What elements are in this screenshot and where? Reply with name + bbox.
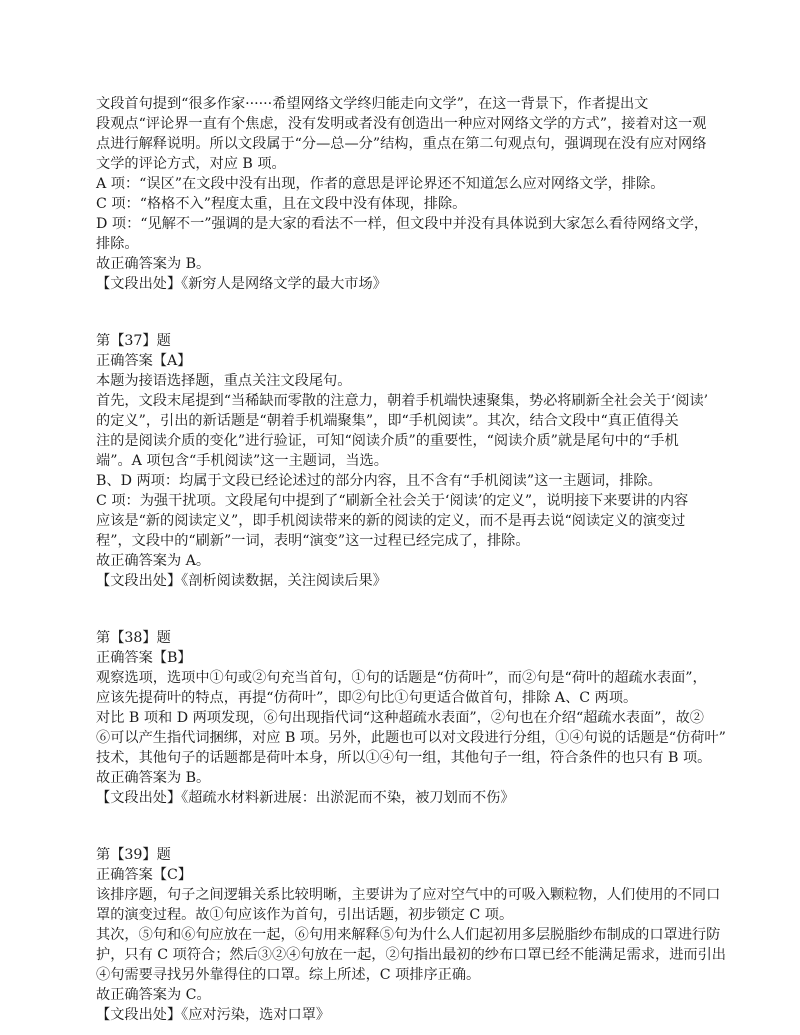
- text-line: 该排序题，句子之间逻辑关系比较明晰，主要讲为了应对空气中的可吸入颗粒物，人们使用的不同口: [96, 887, 721, 903]
- text-line: 应该是“新的阅读定义”，即手机阅读带来的新的阅读的定义，而不是再去说“阅读定义的演变过: [96, 513, 686, 529]
- text-line: 应该先提荷叶的特点，再提“仿荷叶”，即②句比①句更适合做首句，排除 A、C 两项。: [96, 690, 638, 706]
- text-line: 首先，文段末尾提到“当稀缺而零散的注意力，朝着手机端快速聚集，势必将刷新全社会关于‘阅读’: [96, 393, 709, 409]
- conclusion-line: 故正确答案为 C。: [96, 987, 211, 1003]
- text-line: 排除。: [96, 236, 139, 252]
- text-line: 文段首句提到“很多作家······希望网络文学终归能走向文学”，在这一背景下，作者提出文: [96, 96, 649, 112]
- option-c-analysis: C 项：为强干扰项。文段尾句中提到了“刷新全社会关于‘阅读’的定义”，说明接下来要讲的内容: [96, 493, 689, 509]
- correct-answer: 正确答案【C】: [96, 867, 192, 883]
- conclusion-line: 故正确答案为 B。: [96, 256, 211, 272]
- explanation-39: [96, 845, 726, 1025]
- question-number: 第【39】题: [96, 847, 171, 863]
- text-line: 端”。A 项包含“手机阅读”这一主题词，当选。: [96, 453, 388, 469]
- source-line: 【文段出处】《新穷人是网络文学的最大市场》: [96, 276, 387, 292]
- explanation-36-continued: [96, 94, 716, 294]
- option-bd-analysis: B、D 两项：均属于文段已经论述过的部分内容，且不含有“手机阅读”这一主题词，排除。: [96, 473, 662, 489]
- option-d-analysis: D 项：“见解不一”强调的是大家的看法不一样，但文段中并没有具体说到大家怎么看待网络文学，: [96, 216, 709, 232]
- question-number: 第【37】题: [96, 333, 171, 349]
- text-line: 本题为接语选择题，重点关注文段尾句。: [96, 373, 352, 389]
- text-line: 程”，文段中的“刷新”一词，表明“演变”这一过程已经完成了，排除。: [96, 533, 530, 549]
- explanation-37: [96, 331, 716, 591]
- source-line: 【文段出处】《剖析阅读数据，关注阅读后果》: [96, 573, 387, 589]
- source-line: 【文段出处】《超疏水材料新进展：出淤泥而不染，被刀划而不伤》: [96, 790, 515, 806]
- text-line: 注的是阅读介质的变化”进行验证，可知“阅读介质”的重要性，“阅读介质”就是尾句中的“手机: [96, 433, 679, 449]
- text-line: 段观点“评论界一直有个焦虑，没有发明或者没有创造出一种应对网络文学的方式”，接着对这一观: [96, 116, 707, 132]
- explanation-38: [96, 628, 726, 808]
- text-line: 点进行解释说明。所以文段属于“分—总—分”结构，重点在第二句观点句，强调现在没有应对网络: [96, 136, 707, 152]
- text-line: 护，只有 C 项符合；然后③②④句放在一起，②句指出最初的纱布口罩已经不能满足需求，进而引出: [96, 947, 726, 963]
- conclusion-line: 故正确答案为 A。: [96, 553, 211, 569]
- text-line: ⑥可以产生指代词捆绑，对应 B 项。另外，此题也可以对文段进行分组，①④句说的话题是“仿荷叶”: [96, 730, 726, 746]
- conclusion-line: 故正确答案为 B。: [96, 770, 211, 786]
- text-line: 的定义”，引出的新话题是“朝着手机端聚集”，即“手机阅读”。其次，结合文段中“真正值得关: [96, 413, 679, 429]
- text-line: 对比 B 项和 D 两项发现，⑥句出现指代词“这种超疏水表面”，②句也在介绍“超疏水表面”，故②: [96, 710, 704, 726]
- correct-answer: 正确答案【B】: [96, 650, 192, 666]
- text-line: 文学的评论方式，对应 B 项。: [96, 156, 286, 172]
- answer-explanation-page: [96, 94, 726, 1025]
- text-line: 技术，其他句子的话题都是荷叶本身，所以①④句一组，其他句子一组，符合条件的也只有 B 项。: [96, 750, 712, 766]
- text-line: 其次，⑤句和⑥句应放在一起，⑥句用来解释⑤句为什么人们起初用多层脱脂纱布制成的口罩进行防: [96, 927, 721, 943]
- source-line: 【文段出处】《应对污染，选对口罩》: [96, 1007, 331, 1023]
- text-line: 罩的演变过程。故①句应该作为首句，引出话题，初步锁定 C 项。: [96, 907, 514, 923]
- option-a-analysis: A 项：“误区”在文段中没有出现，作者的意思是评论界还不知道怎么应对网络文学，排除。: [96, 176, 665, 192]
- correct-answer: 正确答案【A】: [96, 353, 192, 369]
- text-line: ④句需要寻找另外靠得住的口罩。综上所述，C 项排序正确。: [96, 967, 481, 983]
- question-number: 第【38】题: [96, 630, 171, 646]
- option-c-analysis: C 项：“格格不入”程度太重，且在文段中没有体现，排除。: [96, 196, 467, 212]
- text-line: 观察选项，选项中①句或②句充当首句，①句的话题是“仿荷叶”，而②句是“荷叶的超疏水表面”，: [96, 670, 707, 686]
